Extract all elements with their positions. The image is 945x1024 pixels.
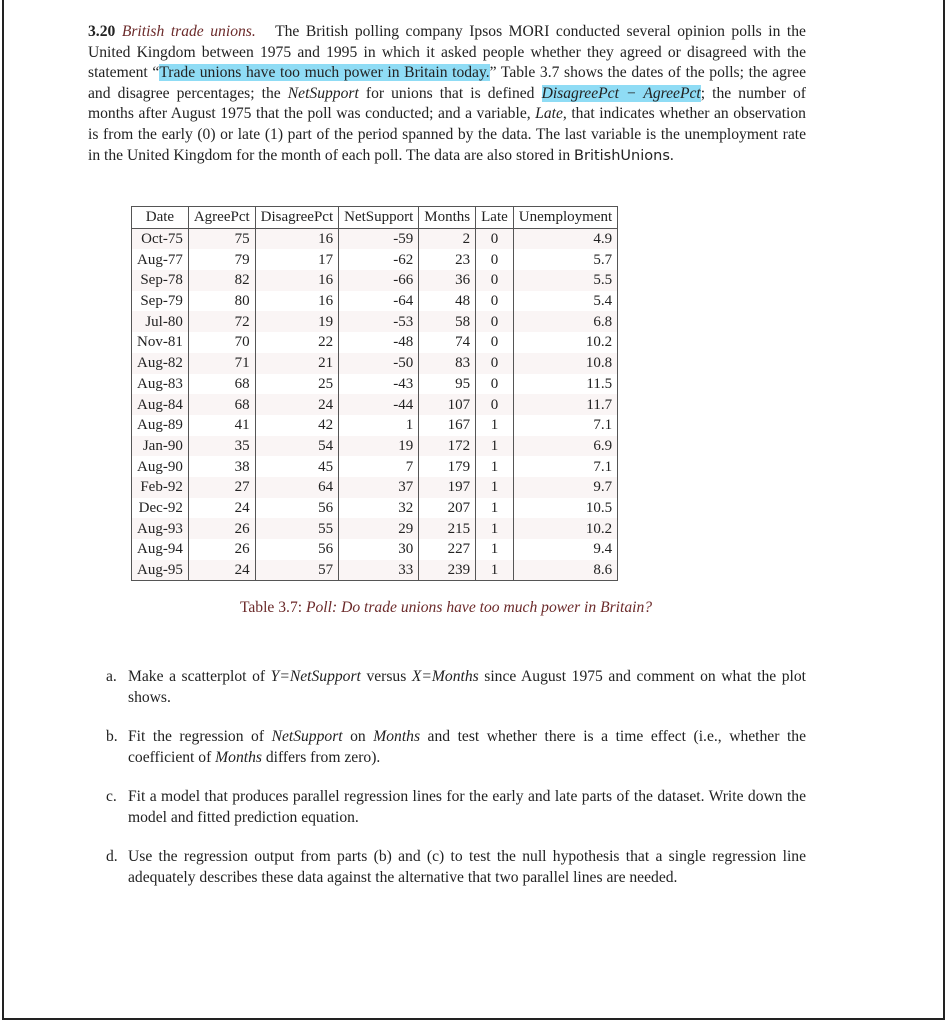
column-header: NetSupport <box>339 207 419 229</box>
table-cell: 45 <box>255 456 338 477</box>
table-cell: 27 <box>188 477 255 498</box>
table-cell: 10.8 <box>513 353 617 374</box>
column-header: Unemployment <box>513 207 617 229</box>
table-cell: 5.4 <box>513 291 617 312</box>
table-cell: 68 <box>188 374 255 395</box>
table-cell: 1 <box>476 498 514 519</box>
column-header: Months <box>419 207 476 229</box>
table-cell: 4.9 <box>513 228 617 249</box>
table-row <box>132 249 618 270</box>
variable: X=Months <box>411 668 479 685</box>
question-label: b. <box>106 728 118 745</box>
table-cell: 71 <box>188 353 255 374</box>
text: since August 1975 and comment on what the plot shows. <box>128 668 806 706</box>
table-cell: 25 <box>255 374 338 395</box>
table-cell: 68 <box>188 394 255 415</box>
column-header: DisagreePct <box>255 207 338 229</box>
question-label: d. <box>106 848 118 865</box>
table-cell: 172 <box>419 436 476 457</box>
problem-statement <box>88 22 806 166</box>
table-cell: 1 <box>476 415 514 436</box>
table-cell: -50 <box>339 353 419 374</box>
table-cell: 10.2 <box>513 518 617 539</box>
question-text <box>128 667 806 708</box>
text: Fit the regression of <box>128 728 272 745</box>
question-label: a. <box>106 668 117 685</box>
table-cell: 0 <box>476 228 514 249</box>
table-row <box>132 456 618 477</box>
table-cell: Jan-90 <box>132 436 189 457</box>
table-cell: 54 <box>255 436 338 457</box>
text: The British polling company Ipsos MORI conducted several opinion polls in the United Kingdom between 1975 and 1995 in which it asked people whether they agreed or disagreed with the statement “ <box>88 23 806 82</box>
table-cell: Dec-92 <box>132 498 189 519</box>
table-cell: -48 <box>339 332 419 353</box>
highlighted-quote[interactable]: Trade unions have too much power in Britain today. <box>159 64 490 82</box>
table-cell: 29 <box>339 518 419 539</box>
column-header: AgreePct <box>188 207 255 229</box>
variable: Y=NetSupport <box>270 668 361 685</box>
text: , that indicates whether an observation is from the early (0) or late (1) part of the period spanned by the data. The last variable is the unemployment rate in the United Kingdom for the month of each poll. The data are also stored in <box>88 105 806 164</box>
table-cell: 1 <box>476 477 514 498</box>
table-cell: 1 <box>476 560 514 581</box>
table-cell: 95 <box>419 374 476 395</box>
table-cell: 55 <box>255 518 338 539</box>
table-cell: 16 <box>255 270 338 291</box>
text: Make a scatterplot of <box>128 668 271 685</box>
table-cell: Aug-82 <box>132 353 189 374</box>
variable: Months <box>373 728 421 745</box>
table-cell: 0 <box>476 374 514 395</box>
table-cell: 6.8 <box>513 311 617 332</box>
dataset-name: BritishUnions <box>574 147 670 164</box>
table-cell: 1 <box>476 436 514 457</box>
caption-text: Poll: Do trade unions have too much power in Britain? <box>305 599 653 616</box>
text: ; the number of months after August 1975 that the poll was conducted; and a variable, <box>88 84 806 123</box>
table-cell: 30 <box>339 539 419 560</box>
table-cell: 19 <box>339 436 419 457</box>
table-cell: 56 <box>255 498 338 519</box>
table-cell: 0 <box>476 311 514 332</box>
question-a <box>106 667 806 708</box>
table-cell: 8.6 <box>513 560 617 581</box>
table-cell: 5.7 <box>513 249 617 270</box>
table-cell: 1 <box>339 415 419 436</box>
question-text <box>128 727 806 768</box>
table-row <box>132 539 618 560</box>
table-cell: 22 <box>255 332 338 353</box>
table-cell: 0 <box>476 270 514 291</box>
table-cell: 197 <box>419 477 476 498</box>
table-row <box>132 332 618 353</box>
table-cell: 9.7 <box>513 477 617 498</box>
table-cell: 0 <box>476 332 514 353</box>
table-cell: -66 <box>339 270 419 291</box>
text: differs from zero). <box>261 748 381 766</box>
table-cell: 7.1 <box>513 456 617 477</box>
question-text <box>128 787 806 828</box>
table-cell: 80 <box>188 291 255 312</box>
highlighted-formula[interactable]: DisagreePct − AgreePct <box>541 84 701 102</box>
question-text <box>128 847 806 888</box>
table-cell: 0 <box>476 353 514 374</box>
table-cell: 72 <box>188 311 255 332</box>
question-c <box>106 787 806 828</box>
table-cell: 21 <box>255 353 338 374</box>
table-cell: 24 <box>188 560 255 581</box>
question-label: c. <box>106 788 117 805</box>
table-cell: 167 <box>419 415 476 436</box>
table-cell: 11.5 <box>513 374 617 395</box>
table-row <box>132 436 618 457</box>
text: versus <box>360 668 412 685</box>
table-cell: 0 <box>476 291 514 312</box>
table-cell: 17 <box>255 249 338 270</box>
table-row <box>132 374 618 395</box>
table-cell: 36 <box>419 270 476 291</box>
table-cell: -53 <box>339 311 419 332</box>
table-cell: 32 <box>339 498 419 519</box>
table-cell: 0 <box>476 249 514 270</box>
table-cell: 16 <box>255 291 338 312</box>
table-cell: 10.5 <box>513 498 617 519</box>
text: Use the regression output from parts (b) and (c) to test the null hypothesis that a single regression line adequately describes these data against the alternative that two parallel lines are needed. <box>128 848 806 886</box>
table-cell: Nov-81 <box>132 332 189 353</box>
table-row <box>132 353 618 374</box>
table-cell: 75 <box>188 228 255 249</box>
table-cell: Aug-77 <box>132 249 189 270</box>
table-cell: Aug-84 <box>132 394 189 415</box>
table-cell: -64 <box>339 291 419 312</box>
table-cell: 19 <box>255 311 338 332</box>
table-cell: Aug-95 <box>132 560 189 581</box>
table-cell: 48 <box>419 291 476 312</box>
table-row <box>132 394 618 415</box>
var-netsupport: NetSupport <box>287 84 359 102</box>
problem-number: 3.20 <box>88 23 116 40</box>
table-cell: 70 <box>188 332 255 353</box>
table-cell: 42 <box>255 415 338 436</box>
table-cell: 33 <box>339 560 419 581</box>
column-header: Date <box>132 207 189 229</box>
table-caption <box>0 599 892 617</box>
table-cell: 41 <box>188 415 255 436</box>
text: and test whether there is a time effect (i.e., whether the coefficient of <box>128 728 806 766</box>
table-cell: 1 <box>476 456 514 477</box>
table-cell: 74 <box>419 332 476 353</box>
table-cell: -43 <box>339 374 419 395</box>
table-cell: 227 <box>419 539 476 560</box>
table-cell: 35 <box>188 436 255 457</box>
table-cell: 26 <box>188 518 255 539</box>
problem-title: British trade unions. <box>121 23 256 40</box>
table-cell: Aug-93 <box>132 518 189 539</box>
table-cell: Oct-75 <box>132 228 189 249</box>
table-cell: 11.7 <box>513 394 617 415</box>
variable: Months <box>215 748 262 766</box>
table-row <box>132 477 618 498</box>
table-cell: 7.1 <box>513 415 617 436</box>
table-cell: -62 <box>339 249 419 270</box>
table-cell: Jul-80 <box>132 311 189 332</box>
table-cell: 207 <box>419 498 476 519</box>
table-cell: Sep-79 <box>132 291 189 312</box>
table-cell: 56 <box>255 539 338 560</box>
data-table <box>131 206 618 581</box>
table-cell: 64 <box>255 477 338 498</box>
table-cell: 179 <box>419 456 476 477</box>
text: for unions that is defined <box>358 84 542 102</box>
text: . <box>669 146 674 164</box>
table-cell: 10.2 <box>513 332 617 353</box>
table-cell: 37 <box>339 477 419 498</box>
table-cell: 9.4 <box>513 539 617 560</box>
table-cell: 24 <box>255 394 338 415</box>
table-cell: Aug-90 <box>132 456 189 477</box>
table-cell: 5.5 <box>513 270 617 291</box>
table-cell: -44 <box>339 394 419 415</box>
text: ” Table 3.7 shows the dates of the polls; the agree and disagree percentages; the <box>88 64 806 102</box>
caption-label: Table 3.7: <box>239 599 303 616</box>
table-cell: Sep-78 <box>132 270 189 291</box>
var-late: Late <box>535 105 563 123</box>
table-cell: Aug-94 <box>132 539 189 560</box>
table-cell: 1 <box>476 539 514 560</box>
table-cell: 239 <box>419 560 476 581</box>
table-cell: Feb-92 <box>132 477 189 498</box>
table-cell: 24 <box>188 498 255 519</box>
table-cell: 58 <box>419 311 476 332</box>
table-cell: 2 <box>419 228 476 249</box>
variable: NetSupport <box>271 728 343 745</box>
question-d <box>106 847 806 888</box>
table-cell: 79 <box>188 249 255 270</box>
table-cell: 83 <box>419 353 476 374</box>
table-row <box>132 311 618 332</box>
table-row <box>132 560 618 581</box>
question-b <box>106 727 806 768</box>
table-cell: 23 <box>419 249 476 270</box>
table-row <box>132 518 618 539</box>
table-cell: 0 <box>476 394 514 415</box>
table-row <box>132 498 618 519</box>
table-row <box>132 415 618 436</box>
table-cell: 82 <box>188 270 255 291</box>
table-cell: 1 <box>476 518 514 539</box>
table-cell: 107 <box>419 394 476 415</box>
table-cell: 57 <box>255 560 338 581</box>
table-cell: 215 <box>419 518 476 539</box>
table-row <box>132 291 618 312</box>
table-cell: Aug-83 <box>132 374 189 395</box>
text: Fit a model that produces parallel regression lines for the early and late parts of the dataset. Write down the model and fitted prediction equation. <box>128 788 806 826</box>
table-cell: 26 <box>188 539 255 560</box>
column-header: Late <box>476 207 514 229</box>
table-cell: Aug-89 <box>132 415 189 436</box>
table-cell: 7 <box>339 456 419 477</box>
table-cell: -59 <box>339 228 419 249</box>
table-row <box>132 270 618 291</box>
table-row <box>132 228 618 249</box>
table-cell: 38 <box>188 456 255 477</box>
table-cell: 16 <box>255 228 338 249</box>
text: on <box>342 728 374 745</box>
table-cell: 6.9 <box>513 436 617 457</box>
